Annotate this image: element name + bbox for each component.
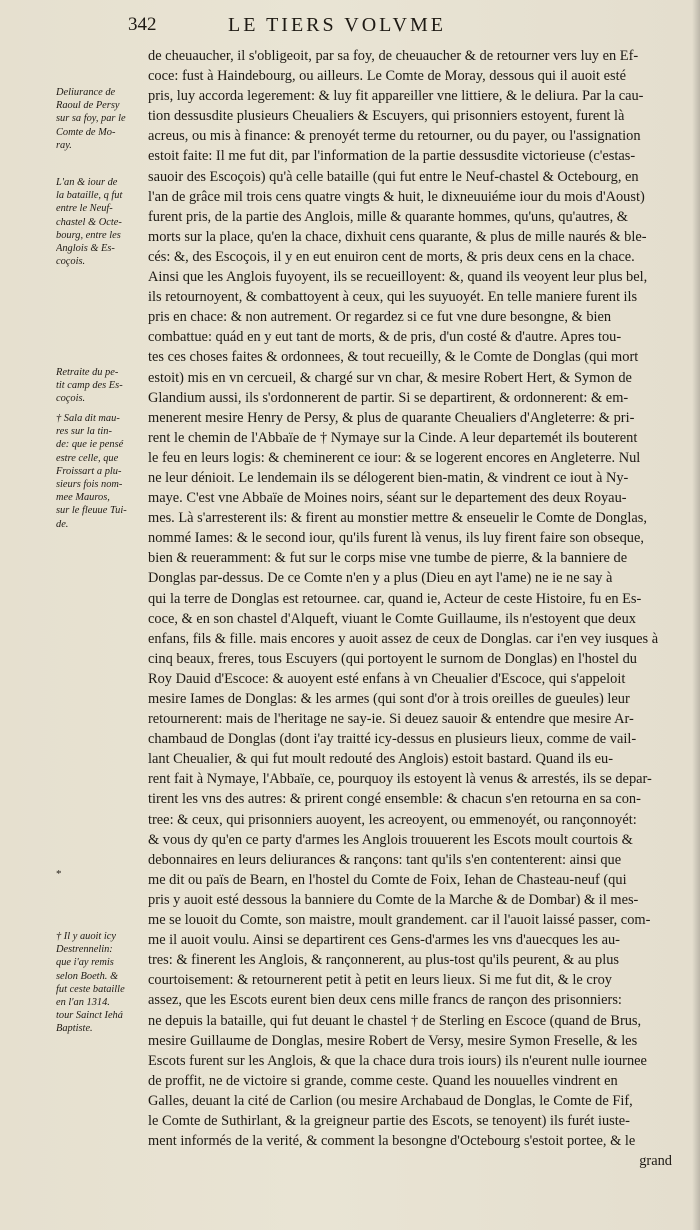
margin-line: de. xyxy=(56,518,69,530)
margin-line: Froissart a plu- xyxy=(56,465,122,477)
text-line: pris en chace: & non autrement. Or regardez si ce fut vne dure besongne, & bien xyxy=(148,309,612,326)
margin-line: coçois. xyxy=(56,256,86,268)
margin-line: Anglois & Es- xyxy=(56,243,115,255)
margin-note-sala xyxy=(56,412,148,531)
text-line: tes ces choses faites & ordonnees, & tout recueilly, & le Comte de Donglas (qui mort xyxy=(148,349,639,366)
margin-line: selon Boeth. & xyxy=(56,970,119,982)
margin-note-sterling xyxy=(56,930,148,1036)
margin-line: res sur la tin- xyxy=(56,426,112,438)
text-line: cinq beaux, freres, tous Escuyers (qui portoyent le surnom de Donglas) en l'hostel du xyxy=(148,650,637,667)
text-line: coce: fust à Haindebourg, ou ailleurs. Le Comte de Moray, dessous qui il auoit esté xyxy=(148,68,626,85)
text-line: estoit faite: Il me fut dit, par l'information de la partie dessusdite victorieuse (c'estas- xyxy=(148,148,636,165)
page-number: 342 xyxy=(128,14,157,35)
text-line: assez, que les Escots eurent bien deux cens mille francs de rançon des prisonniers: xyxy=(148,992,622,1009)
text-line: lant Cheualier, & qui fut moult redouté des Anglois) estoit bastard. Quand ils eu- xyxy=(148,751,614,768)
text-line: pris y auoit esté dessous la banniere du Comte de la Marche & de Dombar) & il mes- xyxy=(148,891,639,908)
text-line: nommé Iames: & le second iour, qu'ils furent là venus, ils luy firent faire son obseque, xyxy=(148,530,644,547)
margin-line: sieurs fois nom- xyxy=(56,479,123,491)
page-gutter-shadow xyxy=(692,0,700,1230)
text-line: le feu en leurs logis: & cheminerent ce iour: & se logerent encores en Angleterre. Nul xyxy=(148,449,641,466)
text-line: Galles, deuant la cité de Carlion (ou mesire Archabaud de Donglas, le Comte de Fif, xyxy=(148,1092,633,1109)
margin-line: Comte de Mo- xyxy=(56,126,116,138)
text-line: mes. Là s'arresterent ils: & firent au monstier mettre & enseuelir le Comte de Donglas, xyxy=(148,510,647,527)
text-line: acreus, ou mis à finance: & prenoyét terme du retourner, ou du payer, ou l'assignation xyxy=(148,128,641,145)
text-line: ne leur dénioit. Le lendemain ils se délogerent bien-matin, & vindrent ce iout à Ny- xyxy=(148,469,629,486)
margin-note-date-of-battle xyxy=(56,176,148,268)
text-line: Glandium aussi, ils s'ordonnerent de partir. Si se departirent, & ordonnerent: & em- xyxy=(148,389,629,406)
margin-line: chastel & Octe- xyxy=(56,216,122,228)
text-line: morts sur la place, qu'en la chace, dixhuit cens quarante, & plus de mille naurés & ble- xyxy=(148,228,647,245)
text-line: grand xyxy=(639,1153,672,1170)
margin-line: † Il y auoit icy xyxy=(56,931,117,942)
text-line: me il auoit voulu. Ainsi se departirent ces Gens-d'armes les vns d'auecques les au- xyxy=(148,932,620,949)
text-line: qui la terre de Donglas est retournee. car, quand ie, Acteur de ceste Histoire, fu en Es- xyxy=(148,590,642,607)
margin-note-deliurance xyxy=(56,86,148,152)
text-line: coce, & en son chastel d'Alqueft, viuant le Comte Guillaume, ils n'estoyent que deux xyxy=(148,610,636,627)
margin-line: Deliurance de xyxy=(56,87,116,98)
margin-note-retreat xyxy=(56,366,148,406)
text-line: courtoisement: & retournerent petit à petit en leurs lieux. Si me fut dit, & le croy xyxy=(148,972,612,989)
text-line: tres: & finerent les Anglois, & rançonnerent, au plus-tost qu'ils peurent, & au plus xyxy=(148,952,619,969)
text-line: cés: &, des Escoçois, il y en eut enuiron cent de morts, & pris deux cens en la chace. xyxy=(148,248,635,265)
margin-line: que i'ay remis xyxy=(56,957,114,969)
text-line: me dit ou païs de Bearn, en l'hostel du Comte de Foix, Iehan de Chasteau-neuf (qui xyxy=(148,871,627,888)
text-line: Ainsi que les Anglois fuyoyent, ils se recueilloyent: &, quand ils veoyent leur plus bel, xyxy=(148,269,648,286)
margin-line: entre le Neuf- xyxy=(56,203,113,215)
margin-line: sur sa foy, par le xyxy=(56,113,126,125)
text-line: mesire Guillaume de Donglas, mesire Robert de Versy, mesire Symon Freselle, & les xyxy=(148,1032,638,1049)
running-title: LE TIERS VOLVME xyxy=(228,14,446,36)
text-line: chambaud de Donglas (dont i'ay traitté icy-dessus en plusieurs lieux, comme de vail- xyxy=(148,731,637,748)
text-line: tirent les vns des autres: & prirent congé ensemble: & chacun s'en retourna en sa con- xyxy=(148,791,641,808)
margin-line: sur le fleuue Tui- xyxy=(56,505,127,517)
text-line: rent le chemin de l'Abbaïe de † Nymaye sur la Cinde. A leur departemét ils bouterent xyxy=(148,429,638,446)
text-line: l'an de grâce mil trois cens quatre vingts & huit, le dixneuuiéme iour du mois d'Aoust) xyxy=(148,188,645,205)
text-line: mesire Iames de Donglas: & les armes (qui sont d'or à trois oreilles de gueules) leur xyxy=(148,691,630,707)
page-mark-asterisk: * xyxy=(56,868,62,880)
text-line: combattue: quád en y eut tant de morts, & de pris, d'un costé & d'autre. Apres tou- xyxy=(148,329,622,346)
text-line: Roy Dauid d'Escoce: & auoyent esté enfans à vn Cheualier d'Escoce, qui s'appeloit xyxy=(148,670,626,687)
text-line: estoit) mis en vn cercueil, & chargé sur vn char, & mesire Robert Hert, & Symon de xyxy=(148,369,632,386)
margin-line: tour Sainct Iehá xyxy=(56,1010,123,1022)
text-line: retournerent: mais de l'heritage ne say-ie. Si deuez sauoir & entendre que mesire Ar- xyxy=(148,711,634,728)
margin-line: Retraite du pe- xyxy=(56,367,119,378)
text-line: Donglas par-dessus. De ce Comte n'en y a plus (Dieu en ayt l'ame) ne ie ne say à xyxy=(148,570,613,587)
margin-line: tit camp des Es- xyxy=(56,380,123,392)
margin-line: la bataille, q fut xyxy=(56,190,123,202)
text-line: tree: & ceux, qui prisonniers auoyent, les acreoyent, ou emmenoyét, ou rançonnoyét: xyxy=(148,811,637,828)
margin-line: de: que ie pensé xyxy=(56,439,124,451)
margin-line: Baptiste. xyxy=(56,1023,93,1035)
margin-line: ray. xyxy=(56,139,72,151)
margin-line: Raoul de Persy xyxy=(56,100,120,112)
margin-line: coçois. xyxy=(56,393,86,405)
text-line: de proffit, ne de victoire si grande, comme ceste. Quand les nouuelles vindrent en xyxy=(148,1072,618,1089)
page-header xyxy=(128,14,668,38)
text-line: & vous dy qu'en ce party d'armes les Anglois trouuerent les Escots moult courtois & xyxy=(148,831,633,848)
text-line: Escots furent sur les Anglois, & que la chace dura trois iours) ils n'eurent nulle iournee xyxy=(148,1052,647,1069)
margin-line: bourg, entre les xyxy=(56,229,121,241)
text-line: enfans, fils & fille. mais encores y auoit assez de ceux de Donglas. car i'en vey iusques à xyxy=(148,630,659,647)
margin-line: estre celle, que xyxy=(56,452,119,464)
text-line: tion dessusdite plusieurs Cheualiers & Escuyers, qui prisonniers estoyent, furent là xyxy=(148,108,625,125)
text-line: le Comte de Suthirlant, & la greigneur partie des Escots, se tenoyent) ils furét iuste- xyxy=(148,1112,630,1129)
text-line: sauoir des Escoçois) qu'à celle bataille (qui fut entre le Neuf-chastel & Octebourg, en xyxy=(148,168,639,185)
margin-line: † Sala dit mau- xyxy=(56,413,120,424)
text-line: ne depuis la bataille, qui fut deuant le chastel † de Sterling en Escoce (quand de Brus, xyxy=(148,1012,642,1029)
text-line: debonnaires en leurs deliurances & rançons: tant qu'ils s'en contenterent: ainsi que xyxy=(148,851,622,868)
text-line: ils retournoyent, & combattoyent à ceux, qui les suyuoyét. En telle maniere furent ils xyxy=(148,289,638,306)
margin-line: Destrennelin: xyxy=(56,944,113,956)
margin-line: fut ceste bataille xyxy=(56,983,125,995)
text-line: rent fait à Nymaye, l'Abbaïe, ce, pourquoy ils estoyent là venus & arrestés, ils se depar- xyxy=(148,771,652,788)
text-line: maye. C'est vne Abbaïe de Moines noirs, séant sur le departement des deux Royau- xyxy=(148,490,627,507)
margin-line: en l'an 1314. xyxy=(56,997,110,1009)
text-line: bien & reueramment: & fut sur le corps mise vne tumbe de pierre, & la banniere de xyxy=(148,550,628,567)
text-line: ment informés de la verité, & comment la besongne d'Octebourg s'estoit portee, & le xyxy=(148,1133,636,1150)
margin-line: L'an & iour de xyxy=(56,177,118,188)
main-text xyxy=(148,46,672,1171)
text-line: de cheuaucher, il s'obligeoit, par sa foy, de cheuaucher & de retourner vers luy en Ef- xyxy=(148,48,639,64)
text-line: menerent mesire Henry de Persy, & plus de quarante Cheualiers d'Angleterre: & pri- xyxy=(148,409,635,426)
text-line: me se louoit du Comte, son maistre, moult grandement. car il l'auoit laissé passer, com- xyxy=(148,912,651,929)
margin-line: mee Mauros, xyxy=(56,492,110,504)
text-line: pris, luy accorda legerement: & luy fit appareiller vne littiere, & le deliura. Par la cau- xyxy=(148,88,644,105)
text-line: furent pris, de la partie des Anglois, mille & quarante hommes, qu'uns, qu'autres, & xyxy=(148,208,628,225)
